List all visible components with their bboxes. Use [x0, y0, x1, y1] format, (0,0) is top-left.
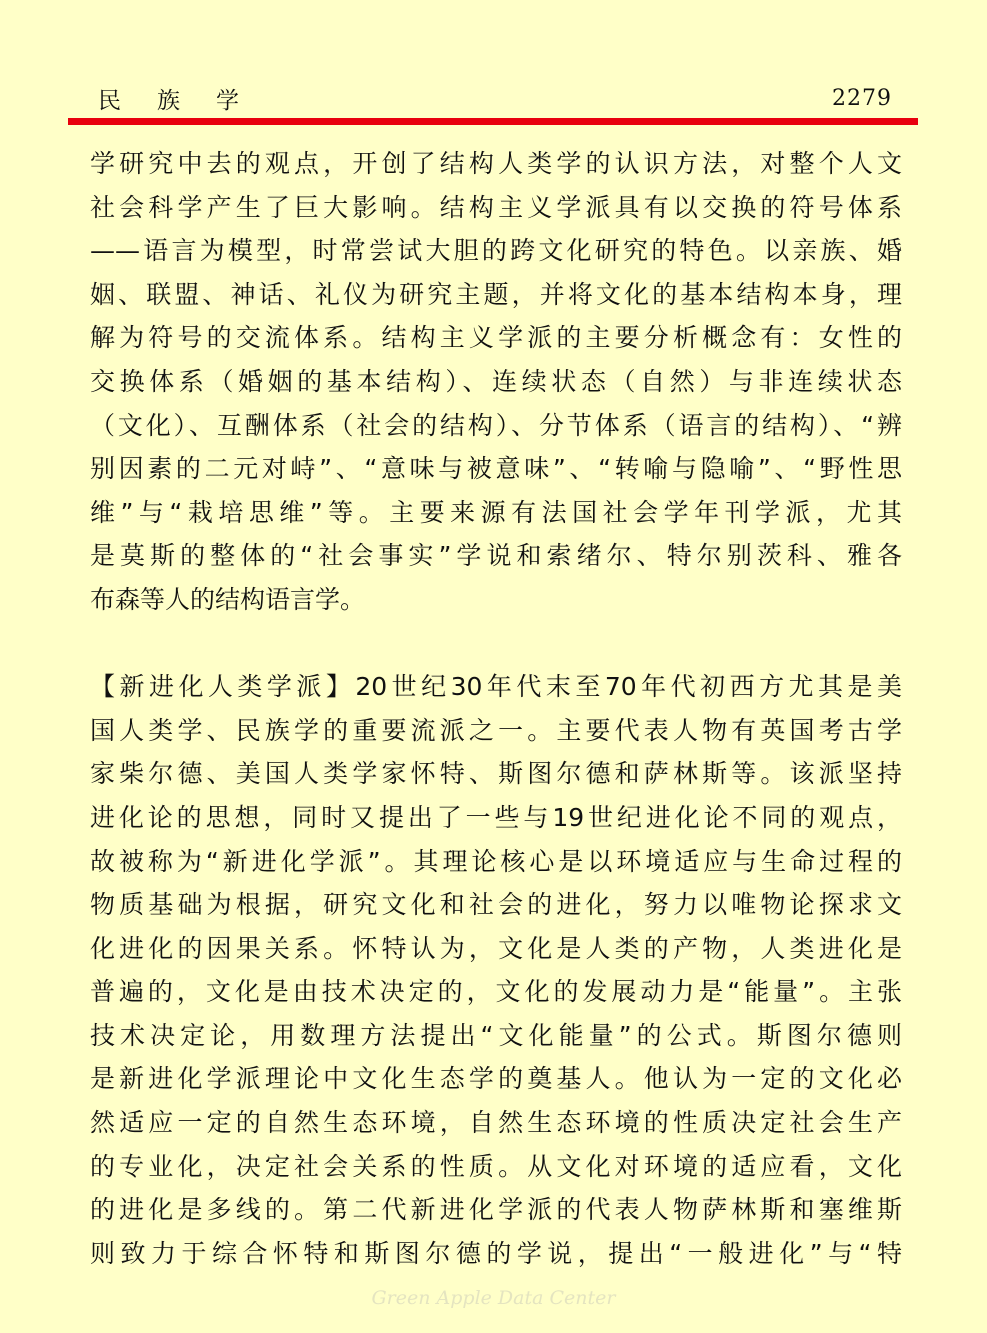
text-line: 是新进化学派理论中文化生态学的奠基人。他认为一定的文化必 — [90, 1064, 902, 1094]
text-line: 则致力于综合怀特和斯图尔德的学说，提出“一般进化”与“特 — [90, 1238, 902, 1268]
header-rule — [68, 118, 918, 125]
paragraph-neo-evolutionism — [90, 665, 902, 1275]
text-line: 【新进化人类学派】20世纪30年代末至70年代初西方尤其是美 — [90, 672, 902, 702]
text-line: 技术决定论，用数理方法提出“文化能量”的公式。斯图尔德则 — [90, 1020, 902, 1050]
paragraph-structuralism-continued — [90, 142, 902, 622]
text-line: 家柴尔德、美国人类学家怀特、斯图尔德和萨林斯等。该派坚持 — [90, 759, 902, 789]
text-line: 的进化是多线的。第二代新进化学派的代表人物萨林斯和塞维斯 — [90, 1195, 902, 1225]
header-title: 民族学 — [98, 88, 275, 114]
paragraph-gap — [90, 622, 902, 666]
text-line: 是莫斯的整体的“社会事实”学说和索绪尔、特尔别茨科、雅各 — [90, 541, 902, 571]
page-number: 2279 — [832, 86, 892, 111]
text-line: 学研究中去的观点，开创了结构人类学的认识方法，对整个人文 — [90, 149, 902, 178]
running-header — [68, 82, 918, 116]
text-line: 进化论的思想，同时又提出了一些与19世纪进化论不同的观点， — [90, 802, 902, 832]
text-line: 故被称为“新进化学派”。其理论核心是以环境适应与生命过程的 — [90, 846, 902, 876]
text-line: （文化）、互酬体系（社会的结构）、分节体系（语言的结构）、“辨 — [90, 410, 902, 440]
text-line: 国人类学、民族学的重要流派之一。主要代表人物有英国考古学 — [90, 715, 902, 745]
watermark: Green Apple Data Center — [371, 1287, 616, 1309]
text-line: 维”与“栽培思维”等。主要来源有法国社会学年刊学派，尤其 — [90, 497, 902, 527]
text-line: 普遍的，文化是由技术决定的，文化的发展动力是“能量”。主张 — [90, 977, 902, 1007]
text-line: ——语言为模型，时常尝试大胆的跨文化研究的特色。以亲族、婚 — [90, 236, 902, 266]
text-line: 姻、联盟、神话、礼仪为研究主题，并将文化的基本结构本身，理 — [90, 279, 902, 309]
text-line: 社会科学产生了巨大影响。结构主义学派具有以交换的符号体系 — [90, 192, 902, 222]
text-line: 交换体系（婚姻的基本结构）、连续状态（自然）与非连续状态 — [90, 366, 902, 396]
text-line: 解为符号的交流体系。结构主义学派的主要分析概念有：女性的 — [90, 323, 902, 353]
body-text — [90, 142, 902, 1275]
text-line: 别因素的二元对峙”、“意味与被意味”、“转喻与隐喻”、“野性思 — [90, 454, 902, 484]
text-line: 然适应一定的自然生态环境，自然生态环境的性质决定社会生产 — [90, 1108, 902, 1138]
text-line: 物质基础为根据，研究文化和社会的进化，努力以唯物论探求文 — [90, 890, 902, 920]
text-line: 化进化的因果关系。怀特认为，文化是人类的产物，人类进化是 — [90, 933, 902, 963]
text-line: 的专业化，决定社会关系的性质。从文化对环境的适应看，文化 — [90, 1151, 902, 1181]
text-line: 布森等人的结构语言学。 — [90, 584, 366, 614]
